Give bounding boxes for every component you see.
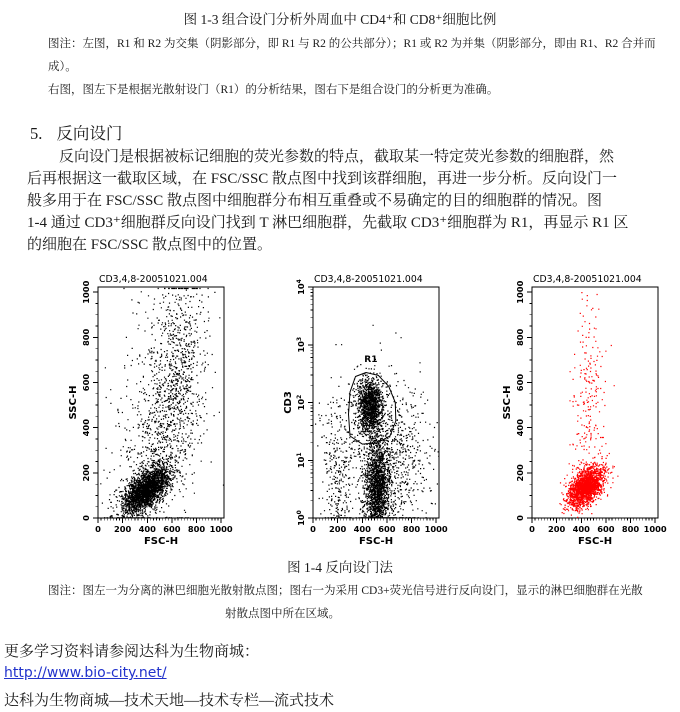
- note-line: 右图，图左下是根据光散射设门（R1）的分析结果，图右下是组合设门的分析更为准确。: [48, 84, 499, 96]
- svg-text:400: 400: [138, 524, 156, 534]
- body-line: 的细胞在 FSC/SSC 散点图中的位置。: [27, 237, 273, 253]
- section-number: 5.: [30, 124, 43, 143]
- figure-1-4-note-line-2: 射散点图中所在区域。: [225, 608, 340, 620]
- scatter-plot-fsc-ssc-left: [67, 270, 242, 560]
- figure-1-3-notes: [48, 33, 656, 102]
- svg-text:200: 200: [113, 524, 132, 534]
- svg-text:600: 600: [378, 524, 396, 534]
- section-5-body: [27, 146, 628, 256]
- body-line: 般多用于在 FSC/SSC 散点图中细胞群分布相互重叠或不易确定的目的细胞群的情况。图: [27, 193, 603, 209]
- svg-text:1000: 1000: [209, 524, 233, 534]
- note-line: 成）。: [48, 61, 77, 73]
- svg-text:1000: 1000: [81, 280, 91, 304]
- svg-text:101: $10^1$: [296, 452, 306, 469]
- footer-breadcrumb: 达科为生物商城—技术天地—技术专栏—流式技术: [4, 693, 335, 709]
- svg-text:CD3,4,8-20051021.004: CD3,4,8-20051021.004: [533, 274, 642, 285]
- svg-text:800: 800: [515, 328, 525, 347]
- svg-text:1000: 1000: [424, 524, 448, 534]
- svg-text:800: 800: [187, 524, 206, 534]
- svg-text:FSC-H: FSC-H: [143, 536, 179, 547]
- svg-text:FSC-H: FSC-H: [577, 536, 613, 547]
- svg-text:800: 800: [402, 524, 421, 534]
- body-line: 1-4 通过 CD3⁺细胞群反向设门找到 T 淋巴细胞群，先截取 CD3⁺细胞群为 R1，再显示 R1 区: [27, 215, 629, 231]
- svg-text:CD3,4,8-20051021.004: CD3,4,8-20051021.004: [314, 274, 423, 285]
- svg-text:400: 400: [572, 524, 590, 534]
- svg-text:1000: 1000: [515, 280, 525, 304]
- svg-text:SSC-H: SSC-H: [68, 385, 79, 420]
- svg-text:200: 200: [328, 524, 347, 534]
- svg-text:600: 600: [81, 373, 91, 392]
- svg-text:104: $10^4$: [296, 279, 306, 295]
- svg-text:R1: R1: [364, 355, 378, 366]
- svg-text:200: 200: [515, 464, 525, 482]
- svg-text:0: 0: [81, 515, 91, 521]
- svg-text:600: 600: [597, 524, 615, 534]
- body-line: 后再根据这一截取区域，在 FSC/SSC 散点图中找到该群细胞，再进一步分析。反向设门一: [27, 171, 618, 187]
- section-5-heading: [30, 120, 122, 144]
- svg-text:200: 200: [547, 524, 566, 534]
- svg-text:102: $10^2$: [296, 394, 306, 411]
- figure-1-4-caption: 图 1-4 反向设门法: [287, 560, 393, 575]
- body-line: 反向设门是根据被标记细胞的荧光参数的特点，截取某一特定荧光参数的细胞群，然: [59, 149, 615, 165]
- note-line: 图注：左图，R1 和 R2 为交集（阴影部分，即 R1 与 R2 的公共部分）；R1 或 R2 为并集（阴影部分，即由 R1、R2 合并而: [48, 38, 656, 50]
- scatter-plot-backgated-right: [501, 270, 676, 560]
- svg-text:100: $10^0$: [296, 510, 306, 526]
- section-title: 反向设门: [56, 124, 123, 143]
- svg-text:400: 400: [353, 524, 371, 534]
- footer-link-row: [4, 665, 167, 681]
- svg-text:0: 0: [95, 524, 101, 534]
- svg-text:400: 400: [81, 419, 91, 437]
- svg-text:SSC-H: SSC-H: [502, 385, 513, 420]
- svg-text:CD3: CD3: [283, 391, 294, 414]
- svg-text:400: 400: [515, 419, 525, 437]
- svg-text:1000: 1000: [643, 524, 667, 534]
- svg-text:FSC-H: FSC-H: [358, 536, 394, 547]
- svg-text:CD3,4,8-20051021.004: CD3,4,8-20051021.004: [99, 274, 208, 285]
- svg-text:800: 800: [621, 524, 640, 534]
- svg-text:0: 0: [310, 524, 316, 534]
- svg-text:800: 800: [81, 328, 91, 347]
- svg-text:600: 600: [163, 524, 181, 534]
- figure-1-3-caption: 图 1-3 组合设门分析外周血中 CD4⁺和 CD8⁺细胞比例: [183, 12, 497, 27]
- figure-1-4-note-line-1: 图注：图左一为分离的淋巴细胞光散射散点图；图右一为采用 CD3+荧光信号进行反向设门，显示的淋巴细胞群在光散: [48, 585, 643, 597]
- svg-text:200: 200: [81, 464, 91, 482]
- footer-text: 更多学习资料请参阅达科为生物商城：: [4, 644, 260, 660]
- svg-text:0: 0: [529, 524, 535, 534]
- svg-text:103: $10^3$: [296, 336, 306, 353]
- svg-text:600: 600: [515, 373, 525, 392]
- bio-city-link[interactable]: http://www.bio-city.net/: [4, 665, 167, 681]
- scatter-plot-cd3-gate-middle: [282, 270, 457, 560]
- svg-text:0: 0: [515, 515, 525, 521]
